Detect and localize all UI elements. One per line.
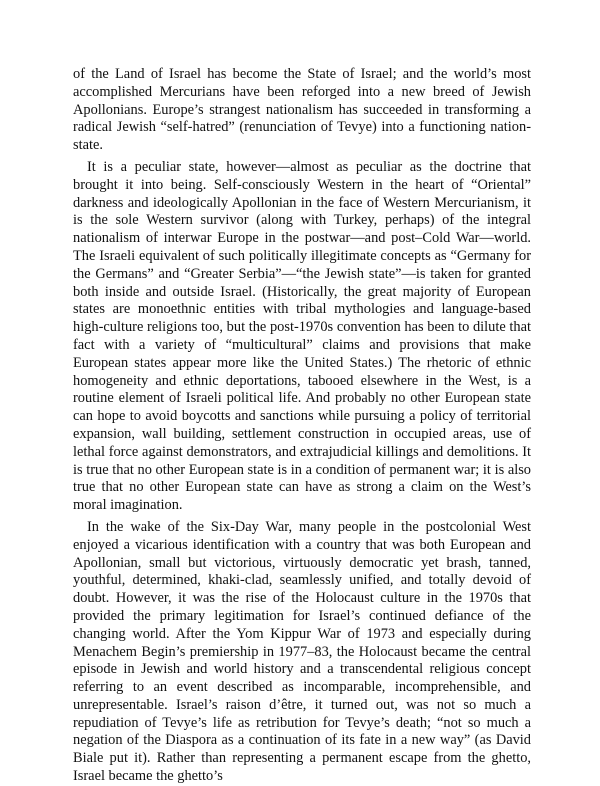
paragraph: of the Land of Israel has become the State of Israel; and the world’s most accomplished Mercurians have been reforged into a new breed of Jewish Apollonians. Europe’s strangest nationalism has succeeded in transforming a radical Jewish “self-hatred” (renunciation of Tevye) into a functioning nation-state. <box>73 66 531 154</box>
page-body <box>73 66 531 786</box>
paragraph: It is a peculiar state, however—almost as peculiar as the doctrine that brought it into being. Self-consciously Western in the heart of “Oriental” darkness and ideologically Apollonian in the face of Western Mercurianism, it is the sole Western survivor (along with Turkey, perhaps) of the integral nationalism of interwar Europe in the postwar—and post–Cold War—world. The Israeli equivalent of such politically illegitimate concepts as “Germany for the Germans” and “Greater Serbia”—“the Jewish state”—is taken for granted both inside and outside Israel. (Historically, the great majority of European states are monoethnic entities with tribal mythologies and language-based high-culture religions too, but the post-1970s convention has been to dilute that fact with a variety of “multicultural” claims and provisions that make European states appear more like the United States.) The rhetoric of ethnic homogeneity and ethnic deportations, tabooed elsewhere in the West, is a routine element of Israeli political life. And probably no other European state can hope to avoid boycotts and sanctions while pursuing a policy of territorial expansion, wall building, settlement construction in occupied areas, use of lethal force against demonstrators, and extrajudicial killings and demolitions. It is true that no other European state is in a condition of permanent war; it is also true that no other European state can have as strong a claim on the West’s moral imagination. <box>73 158 531 514</box>
paragraph: In the wake of the Six-Day War, many people in the postcolonial West enjoyed a vicarious identification with a country that was both European and Apollonian, small but victorious, virtuously democratic yet brash, tanned, youthful, determined, khaki-clad, seamlessly unified, and totally devoid of doubt. However, it was the rise of the Holocaust culture in the 1970s that provided the primary legitimation for Israel’s continued defiance of the changing world. After the Yom Kippur War of 1973 and especially during Menachem Begin’s premiership in 1977–83, the Holocaust became the central episode in Jewish and world history and a transcendental religious concept referring to an event described as incomparable, incomprehensible, and unrepresentable. Israel’s raison d’être, it turned out, was not so much a repudiation of Tevye’s life as retribution for Tevye’s death; “not so much a negation of the Diaspora as a continuation of its fate in a new way” (as David Biale put it). Rather than representing a permanent escape from the ghetto, Israel became the ghetto’s <box>73 518 531 785</box>
